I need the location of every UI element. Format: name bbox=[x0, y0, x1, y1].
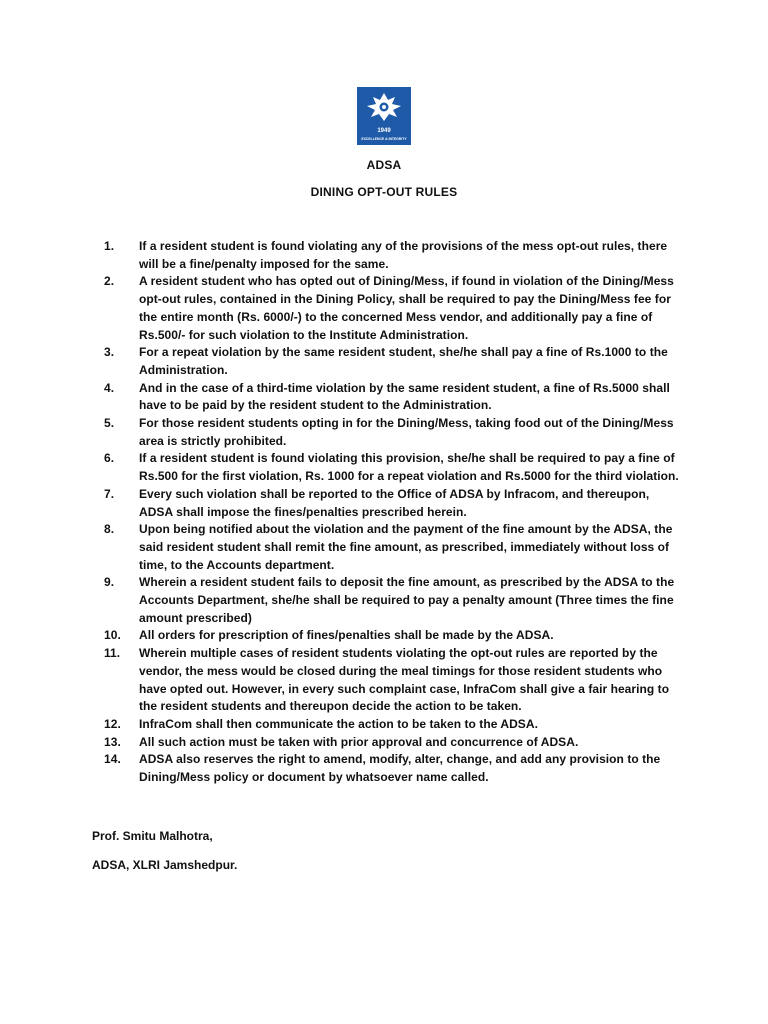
rule-text: Upon being notified about the violation and the payment of the fine amount by the ADSA, the said resident student shall remit the fine amount, as prescribed, immediately without loss of time, to the Accounts department. bbox=[139, 522, 673, 572]
rule-number: 4. bbox=[104, 380, 115, 395]
rule-text: InfraCom shall then communicate the action to be taken to the ADSA. bbox=[139, 716, 538, 731]
emblem-icon bbox=[357, 87, 411, 145]
rule-item bbox=[104, 521, 684, 574]
rule-number: 10. bbox=[104, 628, 121, 643]
rule-number: 7. bbox=[104, 486, 115, 501]
rule-text: Every such violation shall be reported to the Office of ADSA by Infracom, and thereupon, ADSA shall impose the fines/penalties prescribed herein. bbox=[139, 486, 650, 519]
rule-text: For a repeat violation by the same resident student, she/he shall pay a fine of Rs.1000 to the Administration. bbox=[139, 345, 668, 377]
rule-item bbox=[104, 380, 684, 415]
rule-text: If a resident student is found violating this provision, she/he shall be required to pay a fine of Rs.500 for the first violation, Rs. 1000 for a repeat violation and Rs.5000 for the third violation. bbox=[139, 451, 679, 484]
rule-text: ADSA also reserves the right to amend, modify, alter, change, and add any provision to the Dining/Mess policy or document by whatsoever name called. bbox=[139, 752, 661, 785]
rule-text: Wherein a resident student fails to deposit the fine amount, as prescribed by the ADSA to the Accounts Department, she/he shall be required to pay a penalty amount (Three times the fine amount prescribed) bbox=[139, 575, 675, 625]
rule-item bbox=[104, 238, 684, 273]
rule-number: 12. bbox=[104, 716, 121, 731]
rule-text: If a resident student is found violating any of the provisions of the mess opt-out rules, there will be a fine/penalty imposed for the same. bbox=[139, 239, 668, 271]
rule-item bbox=[104, 734, 684, 752]
rule-number: 13. bbox=[104, 734, 121, 749]
rule-text: Wherein multiple cases of resident students violating the opt-out rules are reported by the vendor, the mess would be closed during the meal timings for those resident students who have opted out. However, in every such complaint case, InfraCom shall give a fair hearing to the resident students and thereupon decide the action to be taken. bbox=[139, 646, 670, 714]
rule-text: All such action must be taken with prior approval and concurrence of ADSA. bbox=[139, 734, 579, 749]
rule-item bbox=[104, 751, 684, 786]
rule-number: 2. bbox=[104, 274, 115, 289]
rule-number: 11. bbox=[104, 646, 121, 661]
institute-logo bbox=[357, 87, 411, 145]
rules-list bbox=[104, 238, 684, 787]
rule-item bbox=[104, 450, 684, 485]
rule-text: All orders for prescription of fines/penalties shall be made by the ADSA. bbox=[139, 628, 554, 643]
rule-text: For those resident students opting in for the Dining/Mess, taking food out of the Dining/Mess area is strictly prohibited. bbox=[139, 416, 674, 448]
rule-item bbox=[104, 627, 684, 645]
logo-year: 1949 bbox=[377, 128, 391, 134]
rule-number: 5. bbox=[104, 416, 115, 431]
rule-number: 6. bbox=[104, 451, 115, 466]
rule-text: And in the case of a third-time violation by the same resident student, a fine of Rs.5000 shall have to be paid by the resident student to the Administration. bbox=[139, 380, 670, 413]
rule-number: 14. bbox=[104, 752, 121, 767]
rule-number: 3. bbox=[104, 345, 115, 360]
rule-text: A resident student who has opted out of Dining/Mess, if found in violation of the Dining/Mess opt-out rules, contained in the Dining Policy, shall be required to pay the Dining/Mess fee for the entire month (Rs. 6000/-) to the concerned Mess vendor, and additionally pay a fine of Rs.500/- for such violation to the Institute Administration. bbox=[139, 274, 674, 342]
rule-item bbox=[104, 486, 684, 521]
rule-item bbox=[104, 273, 684, 344]
rule-item bbox=[104, 645, 684, 716]
logo-motto: EXCELLENCE & INTEGRITY bbox=[361, 137, 407, 141]
document-title: DINING OPT-OUT RULES bbox=[310, 185, 458, 199]
rule-item bbox=[104, 344, 684, 379]
rule-number: 8. bbox=[104, 522, 115, 537]
signatory-name: Prof. Smitu Malhotra, bbox=[92, 829, 213, 843]
rule-number: 1. bbox=[104, 239, 115, 253]
rule-item bbox=[104, 415, 684, 450]
rule-item bbox=[104, 574, 684, 627]
rule-item bbox=[104, 716, 684, 734]
signatory-title: ADSA, XLRI Jamshedpur. bbox=[92, 858, 238, 872]
rule-number: 9. bbox=[104, 575, 115, 590]
org-title: ADSA bbox=[366, 158, 402, 172]
